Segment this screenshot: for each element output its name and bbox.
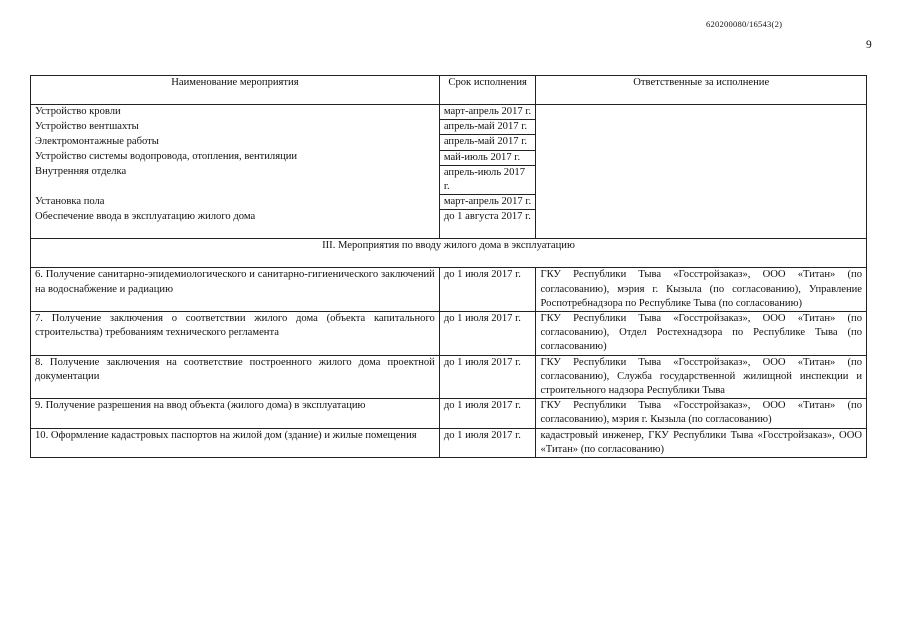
measure-term: до 1 июля 2017 г. xyxy=(439,312,536,356)
measure-term: до 1 июля 2017 г. xyxy=(439,355,536,399)
table-row xyxy=(31,312,867,356)
stage-name: Внутренняя отделка xyxy=(31,165,440,194)
stage-name: Устройство системы водопровода, отопления, вентиляции xyxy=(31,150,440,165)
stage-term: апрель-май 2017 г. xyxy=(439,120,536,135)
header-name: Наименование мероприятия xyxy=(31,76,440,105)
measure-name: 8. Получение заключения на соответствие построенного жилого дома проектной документации xyxy=(31,355,440,399)
stage-term: апрель-май 2017 г. xyxy=(439,135,536,150)
header-responsible: Ответственные за исполнение xyxy=(536,76,867,105)
measure-name: 6. Получение санитарно-эпидемиологического и санитарно-гигиенического заключений на водоснабжение и радиацию xyxy=(31,268,440,312)
section-header-row xyxy=(31,239,867,268)
table-row xyxy=(31,355,867,399)
measures-table xyxy=(30,75,867,458)
table-row xyxy=(31,428,867,457)
table-header-row xyxy=(31,76,867,105)
document-id: 620200080/16543(2) xyxy=(706,19,783,29)
stage-term: март-апрель 2017 г. xyxy=(439,195,536,210)
measure-responsible: ГКУ Республики Тыва «Госстройзаказ», ООО «Титан» (по согласованию), Служба государственной жилищной инспекции и строительного надзора Республики Тыва xyxy=(536,355,867,399)
measure-name: 10. Оформление кадастровых паспортов на жилой дом (здание) и жилые помещения xyxy=(31,428,440,457)
stage-name: Установка пола xyxy=(31,195,440,210)
stage-responsible xyxy=(536,105,867,239)
measure-responsible: ГКУ Республики Тыва «Госстройзаказ», ООО «Титан» (по согласованию), мэрия г. Кызыла (по согласованию), Управление Роспотребнадзора по Республике Тыва (по согласованию) xyxy=(536,268,867,312)
table-row xyxy=(31,399,867,428)
stage-term: май-июль 2017 г. xyxy=(439,150,536,165)
measure-term: до 1 июля 2017 г. xyxy=(439,399,536,428)
measure-term: до 1 июля 2017 г. xyxy=(439,268,536,312)
page-number: 9 xyxy=(866,39,872,51)
measure-responsible: кадастровый инженер, ГКУ Республики Тыва «Госстройзаказ», ООО «Титан» (по согласованию) xyxy=(536,428,867,457)
stage-term: апрель-июль 2017 г. xyxy=(439,165,536,194)
measure-name: 9. Получение разрешения на ввод объекта (жилого дома) в эксплуатацию xyxy=(31,399,440,428)
stage-term: март-апрель 2017 г. xyxy=(439,105,536,120)
stage-name: Электромонтажные работы xyxy=(31,135,440,150)
measure-responsible: ГКУ Республики Тыва «Госстройзаказ», ООО «Титан» (по согласованию), Отдел Ростехнадзора по Республике Тыва (по согласованию) xyxy=(536,312,867,356)
table-row xyxy=(31,268,867,312)
table-row xyxy=(31,105,867,120)
stage-term: до 1 августа 2017 г. xyxy=(439,210,536,239)
stage-name: Устройство вентшахты xyxy=(31,120,440,135)
measure-term: до 1 июля 2017 г. xyxy=(439,428,536,457)
measure-responsible: ГКУ Республики Тыва «Госстройзаказ», ООО «Титан» (по согласованию), мэрия г. Кызыла (по согласованию) xyxy=(536,399,867,428)
header-term: Срок исполнения xyxy=(439,76,536,105)
stage-name: Обеспечение ввода в эксплуатацию жилого дома xyxy=(31,210,440,239)
section-title: III. Мероприятия по вводу жилого дома в эксплуатацию xyxy=(31,239,867,268)
measure-name: 7. Получение заключения о соответствии жилого дома (объекта капитального строительства) требованиям технического регламента xyxy=(31,312,440,356)
stage-name: Устройство кровли xyxy=(31,105,440,120)
